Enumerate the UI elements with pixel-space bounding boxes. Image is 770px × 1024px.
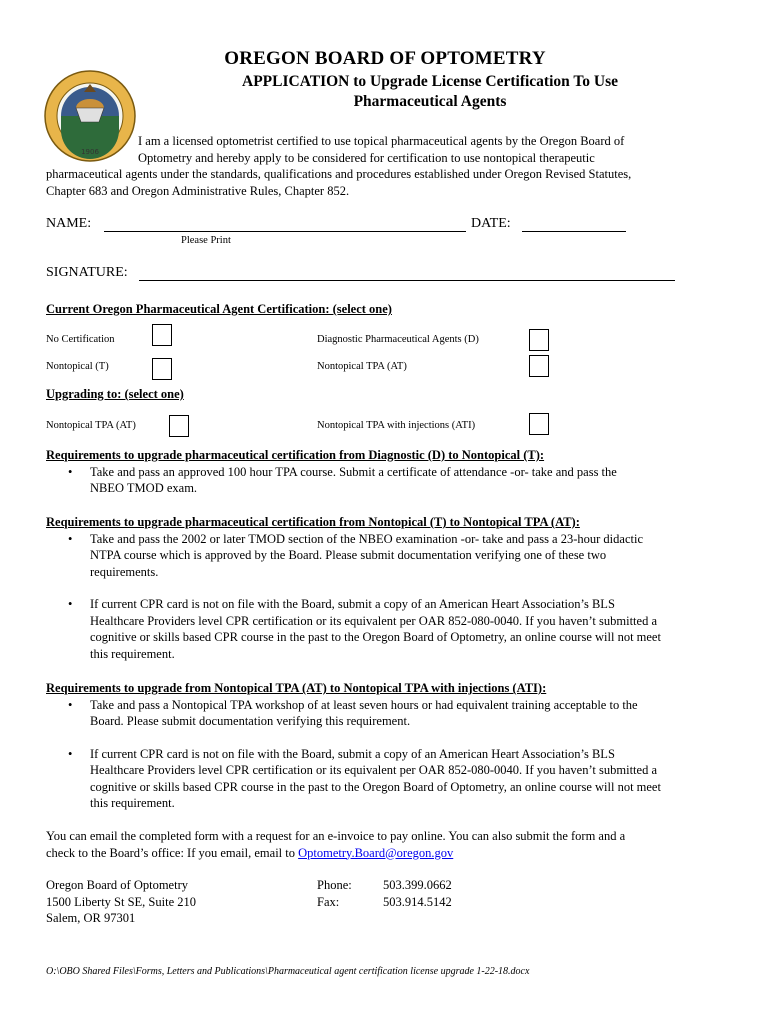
- req1-heading: Requirements to upgrade pharmaceutical certification from Diagnostic (D) to Nontopical (T):: [46, 448, 545, 462]
- list-item: • If current CPR card is not on file with the Board, submit a copy of an American Heart Association’s BLS Healthcare Providers level CPR certification or its equivalent per OAR 852-080-0040. If you haven’t submitted a cognitive or skills based CPR course in the past to the Oregon Board of Optometry, an online course will not meet this requirement.: [68, 746, 661, 810]
- contact-address: Oregon Board of Optometry 1500 Liberty St SE, Suite 210 Salem, OR 97301: [46, 878, 196, 925]
- list-item: • Take and pass an approved 100 hour TPA course. Submit a certificate of attendance -or- take and pass the NBEO TMOD exam.: [68, 464, 617, 495]
- option-no-certification-label: No Certification: [46, 334, 115, 345]
- please-print-hint: Please Print: [181, 235, 231, 246]
- checkbox-diagnostic[interactable]: [529, 329, 549, 351]
- file-path-footer: O:\OBO Shared Files\Forms, Letters and Publications\Pharmaceutical agent certification license upgrade 1-22-18.docx: [46, 966, 530, 977]
- svg-text:1906: 1906: [81, 148, 99, 156]
- contact-labels: Phone: Fax:: [317, 878, 352, 909]
- requirements-d-to-t: [46, 447, 736, 497]
- list-item: • If current CPR card is not on file with the Board, submit a copy of an American Heart Association’s BLS Healthcare Providers level CPR certification or its equivalent per OAR 852-080-0040. If you haven’t submitted a cognitive or skills based CPR course in the past to the Oregon Board of Optometry, an online course will not meet this requirement.: [68, 597, 661, 661]
- email-instructions: You can email the completed form with a request for an e-invoice to pay online. You can also submit the form and a check to the Board’s office: If you email, email to Optometry.Board@oregon.gov: [46, 829, 626, 860]
- checkbox-no-certification[interactable]: [152, 324, 172, 346]
- date-field[interactable]: [522, 216, 626, 232]
- fax-number: 503.914.5142: [383, 894, 452, 909]
- name-label: NAME:: [46, 216, 92, 231]
- upgrade-tpa-injections-label: Nontopical TPA with injections (ATI): [317, 420, 476, 431]
- name-field[interactable]: [104, 216, 466, 232]
- requirements-at-to-ati: [46, 680, 736, 812]
- list-item: • Take and pass a Nontopical TPA workshop of at least seven hours or had equivalent training acceptable to the Board. Please submit documentation verifying this requirement.: [68, 697, 638, 728]
- page-subtitle: APPLICATION to Upgrade License Certification To Use Pharmaceutical Agents: [242, 73, 618, 110]
- option-nontopical-tpa-label: Nontopical TPA (AT): [317, 361, 407, 372]
- phone-number: 503.399.0662: [383, 878, 452, 892]
- checkbox-upgrade-tpa-injections[interactable]: [529, 413, 549, 435]
- req2-heading: Requirements to upgrade pharmaceutical certification from Nontopical (T) to Nontopical TPA (AT):: [46, 515, 580, 529]
- page-title: OREGON BOARD OF OPTOMETRY: [224, 48, 546, 69]
- option-nontopical-label: Nontopical (T): [46, 361, 109, 372]
- req3-heading: Requirements to upgrade from Nontopical TPA (AT) to Nontopical TPA with injections (ATI):: [46, 681, 547, 695]
- list-item: • Take and pass the 2002 or later TMOD section of the NBEO examination -or- take and pass a 23-hour didactic NTPA course which is approved by the Board. Please submit documentation verifying one of these two requirements.: [68, 531, 643, 579]
- signature-field[interactable]: [139, 265, 675, 281]
- contact-numbers: [383, 877, 452, 910]
- checkbox-nontopical-tpa[interactable]: [529, 355, 549, 377]
- signature-label: SIGNATURE:: [46, 265, 128, 280]
- option-diagnostic-label: Diagnostic Pharmaceutical Agents (D): [317, 334, 479, 345]
- upgrading-heading: Upgrading to: (select one): [46, 387, 184, 401]
- email-link[interactable]: Optometry.Board@oregon.gov: [298, 845, 454, 860]
- intro-paragraph: I am a licensed optometrist certified to use topical pharmaceutical agents by the Oregon Board of Optometry and hereby apply to be considered for certification to use nontopical therapeutic pharmaceutical agents under the standards, qualifications and procedures established under Oregon Revised Statutes, Chapter 683 and Oregon Administrative Rules, Chapter 852.: [46, 134, 632, 198]
- checkbox-nontopical[interactable]: [152, 358, 172, 380]
- date-label: DATE:: [471, 216, 511, 231]
- upgrade-tpa-label: Nontopical TPA (AT): [46, 420, 136, 431]
- checkbox-upgrade-tpa[interactable]: [169, 415, 189, 437]
- requirements-t-to-at: [46, 514, 736, 662]
- current-cert-heading: Current Oregon Pharmaceutical Agent Certification: (select one): [46, 302, 392, 316]
